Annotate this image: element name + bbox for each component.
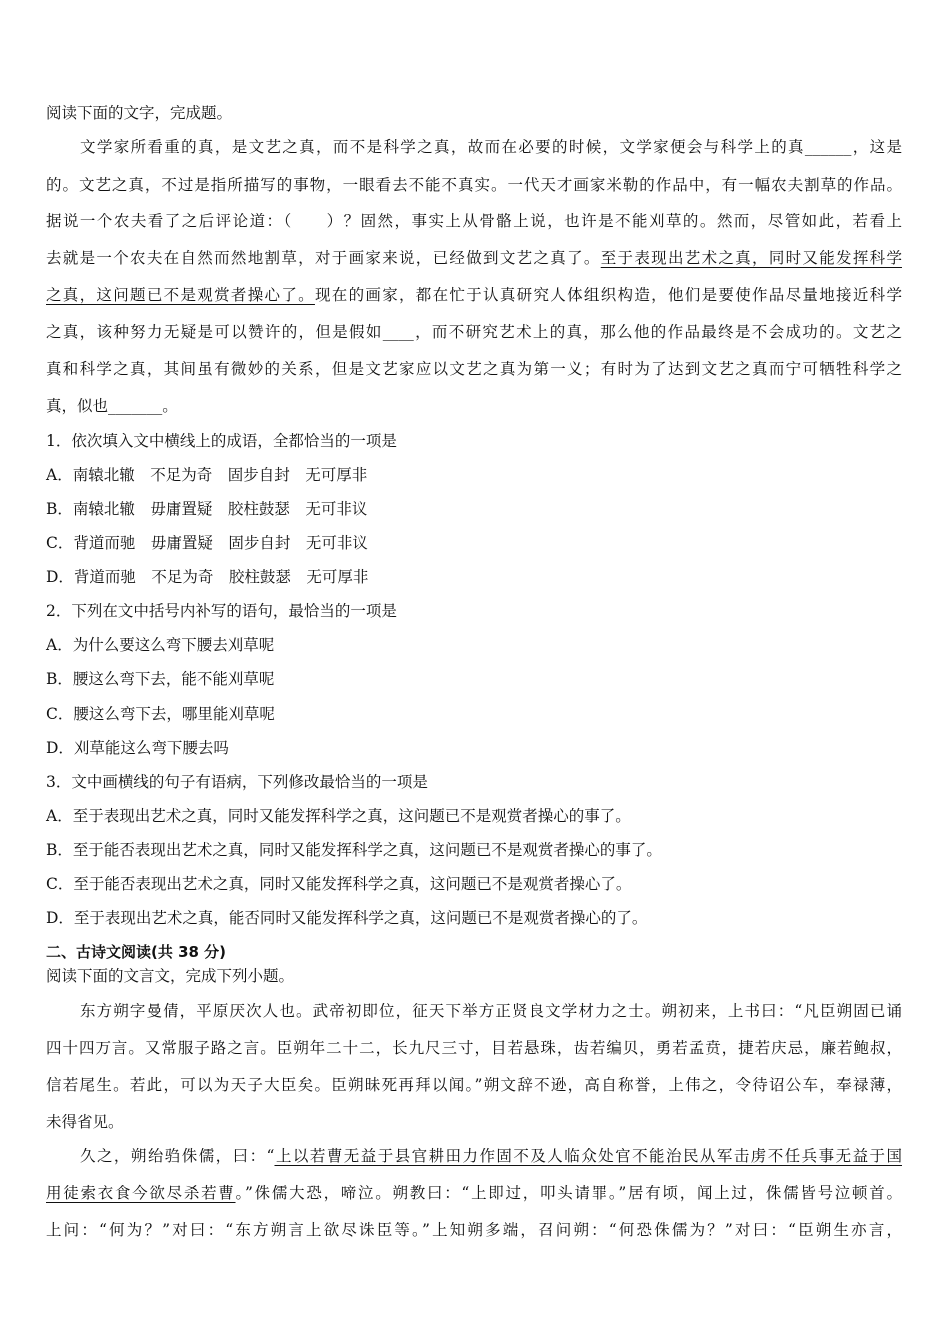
underlined-sentence: 上以若曹无益于县官耕田力作固不及人临众处官不能治民从军击虏不任兵事无益于国	[274, 1147, 902, 1165]
underlined-sentence: 至于表现出艺术之真，同时又能发挥科学	[600, 249, 902, 267]
option-d: D．刈草能这么弯下腰去吗	[46, 739, 229, 757]
option-d: D．至于表现出艺术之真，能否同时又能发挥科学之真，这问题已不是观赏者操心的了。	[46, 909, 648, 927]
passage-line: 真和科学之真，其间虽有微妙的关系，但是文艺家应以文艺之真为第一义；有时为了达到文艺之真而宁可牺牲科学之	[46, 360, 902, 378]
passage-text: 久之，朔绐驺侏儒，曰：“	[80, 1147, 275, 1165]
passage-line: 真，似也_______。	[46, 397, 178, 415]
option-a: A．南辕北辙 不足为奇 固步自封 无可厚非	[46, 466, 368, 484]
option-c: C．背道而驰 毋庸置疑 固步自封 无可非议	[46, 534, 368, 552]
passage-text: 现在的画家，都在忙于认真研究人体组织构造，他们是要使作品尽量地接近科学	[314, 286, 902, 304]
passage-line	[46, 1183, 902, 1203]
question-stem: 3．文中画横线的句子有语病，下列修改最恰当的一项是	[46, 773, 428, 791]
reading-instruction: 阅读下面的文字，完成题。	[46, 104, 233, 122]
option-a: A．为什么要这么弯下腰去刈草呢	[46, 636, 275, 654]
passage-line: 东方朔字曼倩，平原厌次人也。武帝初即位，征天下举方正贤良文学材力之士。朔初来，上书曰：“凡臣朔固已诵	[80, 1002, 902, 1020]
option-b: B．南辕北辙 毋庸置疑 胶柱鼓瑟 无可非议	[46, 500, 368, 518]
passage-line: 未得省见。	[46, 1113, 124, 1131]
question-stem: 2．下列在文中括号内补写的语句，最恰当的一项是	[46, 602, 397, 620]
underlined-sentence: 用徒索衣食今欲尽杀若曹	[46, 1184, 236, 1202]
passage-line: 四十四万言。又常服子路之言。臣朔年二十二，长九尺三寸，目若悬珠，齿若编贝，勇若孟贲，捷若庆忌，廉若鲍叔，	[46, 1039, 902, 1057]
option-d: D．背道而驰 不足为奇 胶柱鼓瑟 无可厚非	[46, 568, 369, 586]
option-c: C．腰这么弯下去，哪里能刈草呢	[46, 705, 275, 723]
passage-line	[46, 248, 902, 268]
question-stem: 1．依次填入文中横线上的成语，全都恰当的一项是	[46, 432, 397, 450]
option-b: B．腰这么弯下去，能不能刈草呢	[46, 670, 275, 688]
passage-line	[46, 285, 902, 305]
section-heading: 二、古诗文阅读(共 38 分)	[46, 943, 227, 961]
passage-line: 信若尾生。若此，可以为天子大臣矣。臣朔昧死再拜以闻。”朔文辞不逊，高自称誉，上伟之，令待诏公车，奉禄薄，	[46, 1076, 902, 1094]
passage-line: 的。文艺之真，不过是指所描写的事物，一眼看去不能不真实。一代天才画家米勒的作品中，有一幅农夫割草的作品。	[46, 176, 902, 194]
option-c: C．至于能否表现出艺术之真，同时又能发挥科学之真，这问题已不是观赏者操心了。	[46, 875, 632, 893]
passage-line: 上问：“何为？”对曰：“东方朔言上欲尽诛臣等。”上知朔多端，召问朔：“何恐侏儒为？”对曰：“臣朔生亦言，	[46, 1221, 902, 1239]
underlined-sentence: 之真，这问题已不是观赏者操心了。	[46, 286, 315, 304]
option-b: B．至于能否表现出艺术之真，同时又能发挥科学之真，这问题已不是观赏者操心的事了。	[46, 841, 662, 859]
passage-line: 据说一个农夫看了之后评论道：（ ）？固然，事实上从骨骼上说，也许是不能刈草的。然而，尽管如此，若看上	[46, 212, 902, 230]
passage-line: 文学家所看重的真，是文艺之真，而不是科学之真，故而在必要的时候，文学家便会与科学上的真______，这是	[80, 138, 902, 156]
passage-text: 。”侏儒大恐，啼泣。朔教曰：“上即过，叩头请罪。”居有顷，闻上过，侏儒皆号泣顿首。	[235, 1184, 902, 1202]
option-a: A．至于表现出艺术之真，同时又能发挥科学之真，这问题已不是观赏者操心的事了。	[46, 807, 631, 825]
reading-instruction: 阅读下面的文言文，完成下列小题。	[46, 967, 295, 985]
passage-line	[80, 1146, 902, 1166]
passage-line: 之真，该种努力无疑是可以赞许的，但是假如____，而不研究艺术上的真，那么他的作品最终是不会成功的。文艺之	[46, 323, 902, 341]
passage-text: 去就是一个农夫在自然而然地割草，对于画家来说，已经做到文艺之真了。	[46, 249, 601, 267]
